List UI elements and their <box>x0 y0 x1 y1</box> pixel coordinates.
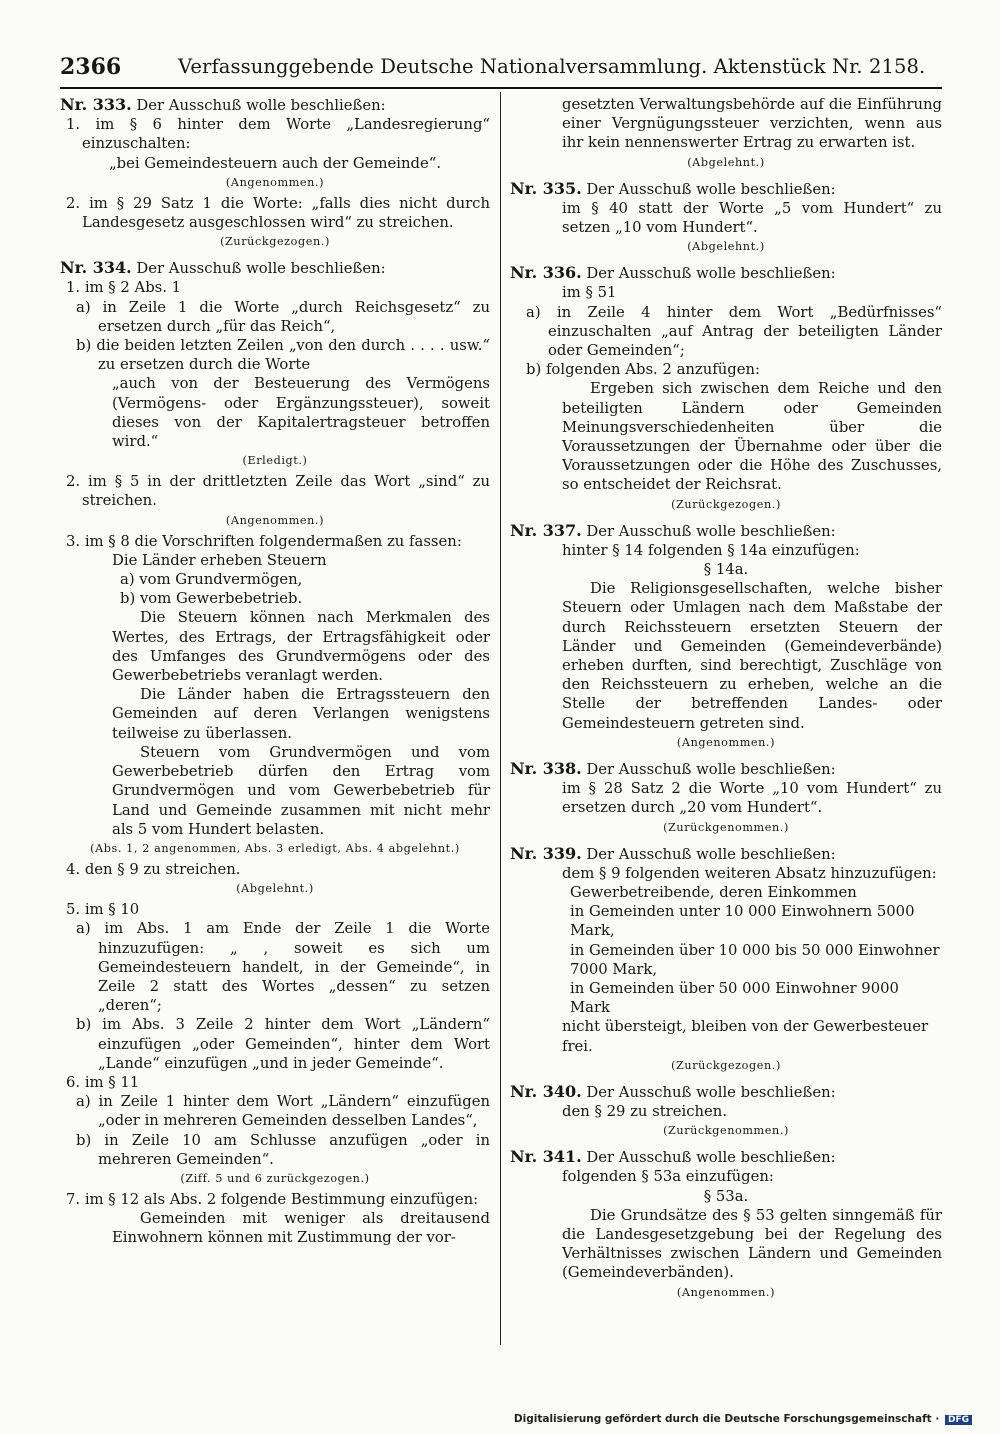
status-note: (Angenommen.) <box>225 175 325 189</box>
motion-number: Nr. 334. <box>60 258 132 278</box>
motion-number: Nr. 333. <box>60 95 132 114</box>
paragraph: 7. im § 12 als Abs. 2 folgende Bestimmung einzufügen: <box>66 1190 479 1208</box>
paragraph: b) folgenden Abs. 2 anzufügen: <box>526 361 760 379</box>
motion-intro: Der Ausschuß wolle beschließen: <box>581 180 836 198</box>
paragraph: 4. den § 9 zu streichen. <box>66 860 241 878</box>
left-column <box>60 95 490 1248</box>
motion-number: Nr. 335. <box>510 178 582 198</box>
column-divider <box>500 92 501 1345</box>
motion-number: Nr. 338. <box>510 758 582 778</box>
motion-heading <box>510 1082 942 1102</box>
page-number: 2366 <box>60 54 122 80</box>
paragraph: § 14a. <box>703 561 749 579</box>
motion-heading <box>510 263 942 283</box>
motion-number: Nr. 336. <box>510 263 582 283</box>
paragraph: gesetzten Verwaltungsbehörde auf die Einführung einer Vergnügungssteuer verzichten, wenn aus ihr kein nennenswerter Ertrag zu erwarten ist. <box>562 96 942 152</box>
paragraph: b) die beiden letzten Zeilen „von den durch . . . . usw.“ zu ersetzen durch die Worte <box>76 337 490 374</box>
motion-intro: Der Ausschuß wolle beschließen: <box>581 265 836 283</box>
motion-heading <box>60 95 490 115</box>
motion-intro: Der Ausschuß wolle beschließen: <box>581 845 836 863</box>
paragraph: 6. im § 11 <box>66 1073 140 1091</box>
motion-intro: Der Ausschuß wolle beschließen: <box>581 522 836 540</box>
digitization-credit <box>514 1413 972 1425</box>
status-note: (Abgelehnt.) <box>687 240 765 254</box>
paragraph: b) in Zeile 10 am Schlusse anzufügen „oder in mehreren Gemeinden“. <box>76 1131 490 1168</box>
paragraph: in Gemeinden über 10 000 bis 50 000 Einwohner 7000 Mark, <box>570 941 940 978</box>
paragraph: Die Länder erheben Steuern <box>112 551 327 569</box>
motion-number: Nr. 340. <box>510 1081 582 1101</box>
paragraph: a) in Zeile 4 hinter dem Wort „Bedürfnisses“ einzuschalten „auf Antrag der beteiligten Länder oder Gemeinden“; <box>526 303 942 360</box>
paragraph: b) vom Gewerbebetrieb. <box>120 590 303 608</box>
status-note: (Zurückgezogen.) <box>671 1058 781 1072</box>
status-note: (Angenommen.) <box>676 735 776 749</box>
paragraph: 2. im § 5 in der drittletzten Zeile das Wort „sind“ zu streichen. <box>66 473 490 510</box>
dfg-logo: DFG <box>945 1415 972 1425</box>
status-note: (Zurückgenommen.) <box>663 820 789 834</box>
paragraph: 3. im § 8 die Vorschriften folgendermaßen zu fassen: <box>66 532 462 550</box>
separator: · <box>935 1413 940 1425</box>
motion-heading <box>510 179 942 199</box>
paragraph: a) in Zeile 1 die Worte „durch Reichsgesetz“ zu ersetzen durch „für das Reich“, <box>76 298 490 335</box>
paragraph: 5. im § 10 <box>66 901 140 919</box>
status-note: (Angenommen.) <box>676 1285 776 1299</box>
motion-intro: Der Ausschuß wolle beschließen: <box>131 97 386 114</box>
paragraph: 1. im § 6 hinter dem Worte „Landesregierung“ einzuschalten: <box>66 116 490 153</box>
motion-heading <box>510 1147 942 1167</box>
running-head: Verfassunggebende Deutsche Nationalversammlung. Aktenstück Nr. 2158. <box>178 55 926 78</box>
motion-intro: Der Ausschuß wolle beschließen: <box>581 1149 836 1167</box>
header-rule <box>60 87 942 89</box>
status-note: (Zurückgezogen.) <box>220 235 330 249</box>
motion-heading <box>60 258 490 278</box>
paragraph: Die Grundsätze des § 53 gelten sinngemäß für die Landesgesetzgebung bei der Regelung des Verhältnisses zwischen Ländern und Gemeinden (Gemeindeverbänden). <box>562 1206 942 1282</box>
status-note: (Abgelehnt.) <box>236 882 314 896</box>
paragraph: „bei Gemeindesteuern auch der Gemeinde“. <box>108 154 442 172</box>
paragraph: 1. im § 2 Abs. 1 <box>66 279 182 297</box>
paragraph: § 53a. <box>703 1187 749 1205</box>
motion-heading <box>510 844 942 864</box>
status-note: (Abgelehnt.) <box>687 155 765 169</box>
motion-number: Nr. 337. <box>510 520 582 540</box>
right-column <box>510 95 942 1304</box>
paragraph: dem § 9 folgenden weiteren Absatz hinzuzufügen: <box>562 864 937 882</box>
page-header <box>60 52 940 86</box>
paragraph: Ergeben sich zwischen dem Reiche und den beteiligten Ländern oder Gemeinden Meinungsverschiedenheiten über die Voraussetzungen der Übernahme oder über die Voraussetzungen oder die Höhe des Zuschusses, so entscheidet der Reichsrat. <box>562 380 942 494</box>
paragraph: a) in Zeile 1 hinter dem Wort „Ländern“ einzufügen „oder in mehreren Gemeinden desselben Landes“, <box>76 1093 490 1130</box>
motion-intro: Der Ausschuß wolle beschließen: <box>131 260 386 278</box>
status-note: (Ziff. 5 und 6 zurückgezogen.) <box>180 1171 370 1185</box>
paragraph: in Gemeinden über 50 000 Einwohner 9000 Mark <box>570 979 899 1017</box>
paragraph: a) vom Grundvermögen, <box>120 571 303 589</box>
motion-intro: Der Ausschuß wolle beschließen: <box>581 1083 836 1101</box>
paragraph: im § 28 Satz 2 die Worte „10 vom Hundert“ zu ersetzen durch „20 vom Hundert“. <box>562 780 942 817</box>
paragraph: Gemeinden mit weniger als dreitausend Einwohnern können mit Zustimmung der vor- <box>112 1210 490 1247</box>
paragraph: 2. im § 29 Satz 1 die Worte: „falls dies nicht durch Landesgesetz ausgeschlossen wird“ zu streichen. <box>66 194 490 232</box>
credit-text: Digitalisierung gefördert durch die Deutsche Forschungsgemeinschaft <box>513 1413 932 1425</box>
paragraph: b) im Abs. 3 Zeile 2 hinter dem Wort „Ländern“ einzufügen „oder Gemeinden“, hinter dem Wort „Lande“ einzufügen „und in jeder Gemeinde“. <box>76 1016 490 1072</box>
paragraph: a) im Abs. 1 am Ende der Zeile 1 die Worte hinzuzufügen: „ , soweit es sich um Gemeindesteuern handelt, in der Gemeinde“, in Zeile 2 statt des Wortes „dessen“ zu setzen „deren“; <box>76 920 490 1015</box>
paragraph: Die Steuern können nach Merkmalen des Wertes, des Ertrags, der Ertragsfähigkeit oder des Umfanges des Grundvermögens oder des Gewerbebetriebs veranlagt werden. <box>112 609 490 685</box>
paragraph: den § 29 zu streichen. <box>562 1102 728 1120</box>
paragraph: Gewerbetreibende, deren Einkommen <box>570 883 857 901</box>
motion-heading <box>510 759 942 779</box>
paragraph: im § 40 statt der Worte „5 vom Hundert“ zu setzen „10 vom Hundert“. <box>562 199 942 237</box>
paragraph: „auch von der Besteuerung des Vermögens (Vermögens- oder Ergänzungssteuer), soweit dieses von der Kapitalertragsteuer betroffen wird.“ <box>112 375 490 451</box>
paragraph: Die Religionsgesellschaften, welche bisher Steuern oder Umlagen nach dem Maßstabe der durch Reichssteuern ersetzten Steuern der Länder und Gemeinden (Gemeindeverbände) erheben durften, sind berechtigt, Zuschläge von den Reichssteuern zu erheben, welche an die Stelle der betreffenden Landes- oder Gemeindesteuern getreten sind. <box>562 580 942 732</box>
paragraph: Steuern vom Grundvermögen und vom Gewerbebetrieb dürfen den Ertrag vom Grundvermögen und vom Gewerbebetrieb für Land und Gemeinde zusammen mit nicht mehr als 5 vom Hundert belasten. <box>112 743 490 838</box>
status-note: (Erledigt.) <box>242 454 308 468</box>
paragraph: in Gemeinden unter 10 000 Einwohnern 5000 Mark, <box>570 903 915 940</box>
motion-heading <box>510 521 942 541</box>
status-note: (Abs. 1, 2 angenommen, Abs. 3 erledigt, Abs. 4 abgelehnt.) <box>90 841 460 855</box>
status-note: (Zurückgezogen.) <box>671 497 781 511</box>
paragraph: im § 51 <box>562 284 617 302</box>
status-note: (Zurückgenommen.) <box>663 1124 789 1138</box>
paragraph: folgenden § 53a einzufügen: <box>562 1168 774 1186</box>
paragraph: Die Länder haben die Ertragssteuern den Gemeinden auf deren Verlangen wenigstens teilweise zu überlassen. <box>112 686 490 742</box>
motion-number: Nr. 339. <box>510 843 582 863</box>
motion-number: Nr. 341. <box>510 1147 582 1167</box>
status-note: (Angenommen.) <box>225 513 325 527</box>
paragraph: nicht übersteigt, bleiben von der Gewerbesteuer frei. <box>562 1018 929 1055</box>
motion-intro: Der Ausschuß wolle beschließen: <box>581 760 836 778</box>
paragraph: hinter § 14 folgenden § 14a einzufügen: <box>562 541 860 559</box>
